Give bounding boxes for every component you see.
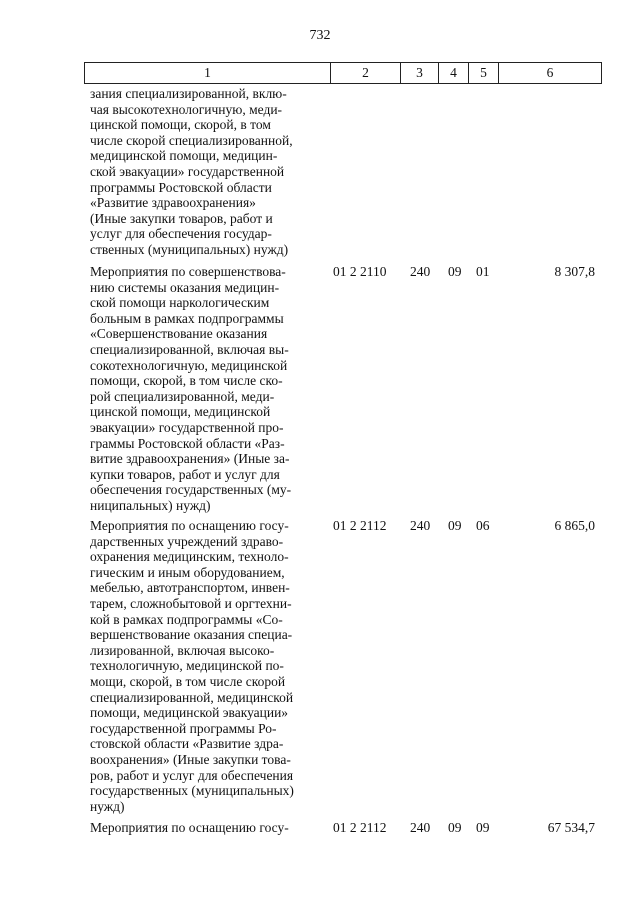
row-1-pr: 01 [476,264,490,279]
continuation-text: зания специализированной, вклю- чая высокотехнологичную, меди- цинской помощи, скорой, в том числе скорой специализированной, медицинской помощи, медицин- ской эвакуации» государственной программы Ростовской области «Развитие здравоохранения» (Иные закупки товаров, работ и услуг для обеспечения государ- ственных (муниципальных) нужд) [90,86,293,257]
row-2-csr: 01 2 2112 [333,518,387,533]
page-number: 732 [309,28,331,43]
row-1-description: Мероприятия по совершенствова- нию системы оказания медицин- ской помощи наркологическим больным в рамках подпрограммы «Совершенствование оказания специализированной, включая вы- сокотехнологичную, медицинской помощи, скорой, в том числе ско- рой специализированной, меди- цинской помощи, медицинской эвакуации» государственной про- граммы Ростовской области «Раз- витие здравоохранения» (Иные за- купки товаров, работ и услуг для обеспечения государственных (му- ниципальных) нужд) [90,264,292,513]
row-3-sum: 67 534,7 [547,820,595,835]
row-2-pr: 06 [476,518,490,533]
row-1-vr: 240 [410,264,431,279]
header-col-6: 6 [499,63,602,84]
header-col-5: 5 [469,63,499,84]
row-2-sum: 6 865,0 [554,518,595,533]
header-col-1: 1 [85,63,331,84]
row-1-rz: 09 [448,264,462,279]
row-3-pr: 09 [476,820,490,835]
row-2-vr: 240 [410,518,431,533]
row-2-description: Мероприятия по оснащению госу- дарственных учреждений здраво- охранения медицинским, техноло- гическим и иным оборудованием, мебелью, автотранспортом, инвен- тарем, сложнобытовой и оргтехни- кой в рамках подпрограммы «Со- вершенствование оказания специа- лизированной, включая высоко- технологичную, медицинской по- мощи, скорой, в том числе скорой специализированной, медицинской помощи, медицинской эвакуации» государственной программы Ро- стовской области «Развитие здра- воохранения» (Иные закупки това- ров, работ и услуг для обеспечения государственных (муниципальных) нужд) [90,518,294,814]
header-col-3: 3 [401,63,439,84]
row-3-description: Мероприятия по оснащению госу- [90,820,289,835]
header-row [85,63,602,84]
row-1-sum: 8 307,8 [554,264,595,279]
header-col-4: 4 [439,63,469,84]
row-3-csr: 01 2 2112 [333,820,387,835]
row-2-rz: 09 [448,518,462,533]
row-3-vr: 240 [410,820,431,835]
table-header [84,62,602,84]
row-1-csr: 01 2 2110 [333,264,387,279]
row-3-rz: 09 [448,820,462,835]
header-col-2: 2 [331,63,401,84]
